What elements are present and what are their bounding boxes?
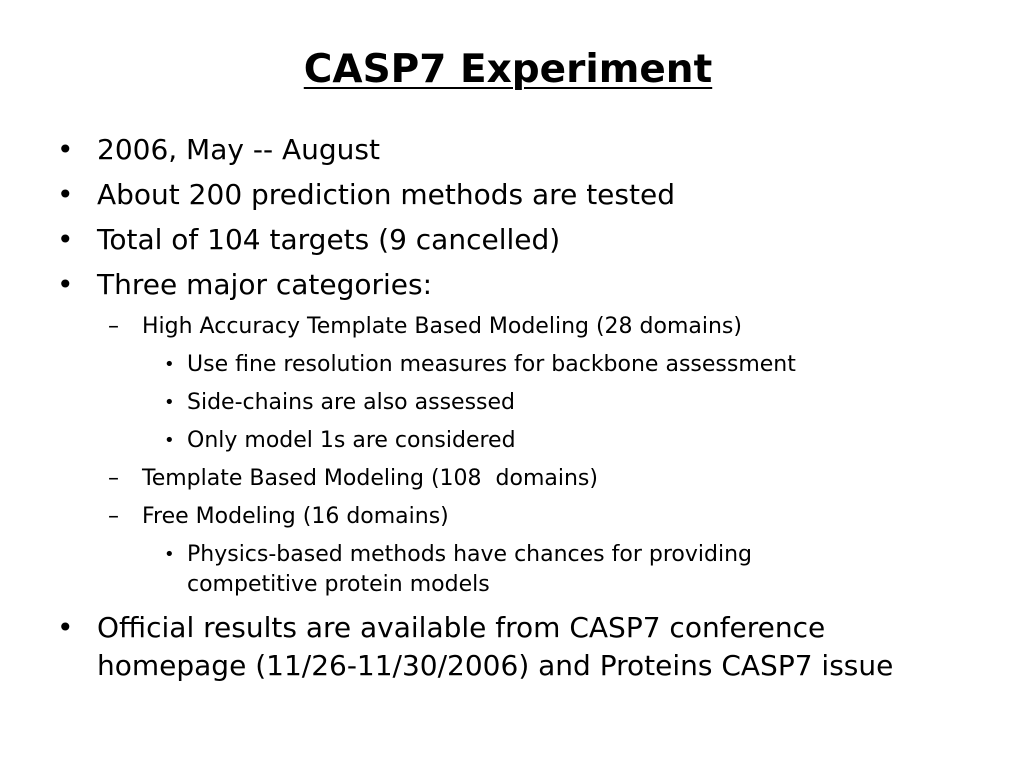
sub-sub-bullet-item <box>0 426 1024 456</box>
bullet-text: 2006, May -- August <box>97 133 380 166</box>
bullet-marker: • <box>164 430 175 451</box>
bullet-marker: • <box>57 133 74 166</box>
bullet-text: Total of 104 targets (9 cancelled) <box>97 223 561 256</box>
sub-bullet-text: Template Based Modeling (108 domains) <box>142 466 598 491</box>
sub-sub-bullet-text: Only model 1s are considered <box>187 428 516 453</box>
bullet-list <box>0 131 1024 685</box>
dash-marker: – <box>108 314 119 339</box>
bullet-text: Three major categories: <box>97 268 433 301</box>
bullet-marker: • <box>164 354 175 375</box>
bullet-marker: • <box>57 223 74 256</box>
slide-title: CASP7 Experiment <box>303 47 713 92</box>
sub-bullet-item <box>0 312 1024 342</box>
sub-sub-bullet-text: Physics-based methods have chances for providing competitive protein models <box>187 542 752 597</box>
sub-bullet-text: High Accuracy Template Based Modeling (28 domains) <box>142 314 742 339</box>
bullet-text: About 200 prediction methods are tested <box>97 178 675 211</box>
bullet-item <box>0 609 1024 685</box>
bullet-item <box>0 176 1024 214</box>
bullet-marker: • <box>164 544 175 565</box>
bullet-marker: • <box>57 178 74 211</box>
sub-bullet-item <box>0 502 1024 532</box>
sub-bullet-item <box>0 464 1024 494</box>
bullet-item <box>0 221 1024 259</box>
bullet-marker: • <box>164 392 175 413</box>
sub-sub-bullet-text: Side-chains are also assessed <box>187 390 515 415</box>
bullet-marker: • <box>57 268 74 301</box>
dash-marker: – <box>108 466 119 491</box>
dash-marker: – <box>108 504 119 529</box>
sub-sub-bullet-text: Use fine resolution measures for backbone assessment <box>187 352 796 377</box>
bullet-item <box>0 266 1024 304</box>
bullet-text: Official results are available from CASP7 conference homepage (11/26-11/30/2006) and Proteins CASP7 issue <box>97 611 894 682</box>
sub-sub-bullet-item <box>0 388 1024 418</box>
sub-sub-bullet-item <box>0 540 1024 600</box>
bullet-item <box>0 131 1024 169</box>
sub-bullet-text: Free Modeling (16 domains) <box>142 504 449 529</box>
bullet-marker: • <box>57 611 74 644</box>
sub-sub-bullet-item <box>0 350 1024 380</box>
